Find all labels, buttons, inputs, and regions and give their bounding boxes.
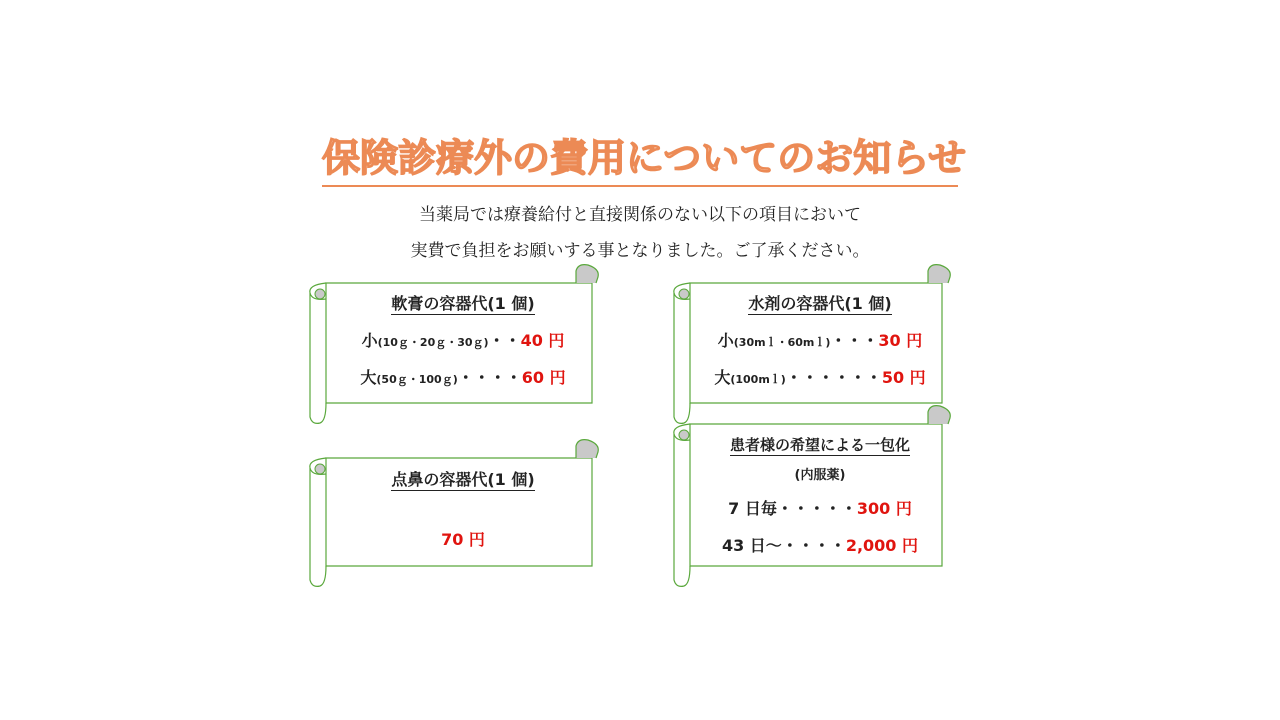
scroll-liquid [670,263,954,425]
page-title: 保険診療外の費用についてのお知らせ [322,136,967,180]
liquid-small-row: 小(30mｌ・60mｌ)・・・30 円 [717,331,923,350]
ointment-small-row: 小(10ｇ・20ｇ・30ｇ)・・40 円 [361,331,565,350]
nasal-price-row: 70 円 [441,530,485,549]
nasal-heading: 点鼻の容器代(1 個) [391,470,535,489]
liquid-heading: 水剤の容器代(1 個) [748,294,892,313]
packaging-row-7days: 7 日毎・・・・・300 円 [728,499,912,518]
ointment-heading: 軟膏の容器代(1 個) [391,294,535,313]
packaging-row-43days: 43 日～・・・・2,000 円 [721,536,919,555]
scroll-ointment [306,263,604,425]
liquid-large-row: 大(100mｌ)・・・・・・50 円 [714,368,926,387]
scroll-packaging [670,404,954,590]
packaging-heading: 患者様の希望による一包化 [729,436,910,454]
packaging-subheading: (内服薬) [794,468,846,483]
ointment-large-row: 大(50ｇ・100ｇ)・・・・60 円 [360,368,566,387]
intro-line-1: 当薬局では療養給付と直接関係のない以下の項目において [419,205,861,225]
intro-line-2: 実費で負担をお願いする事となりました。ご了承ください。 [410,241,870,261]
scroll-nasal [306,438,604,588]
title-underline [322,185,958,187]
